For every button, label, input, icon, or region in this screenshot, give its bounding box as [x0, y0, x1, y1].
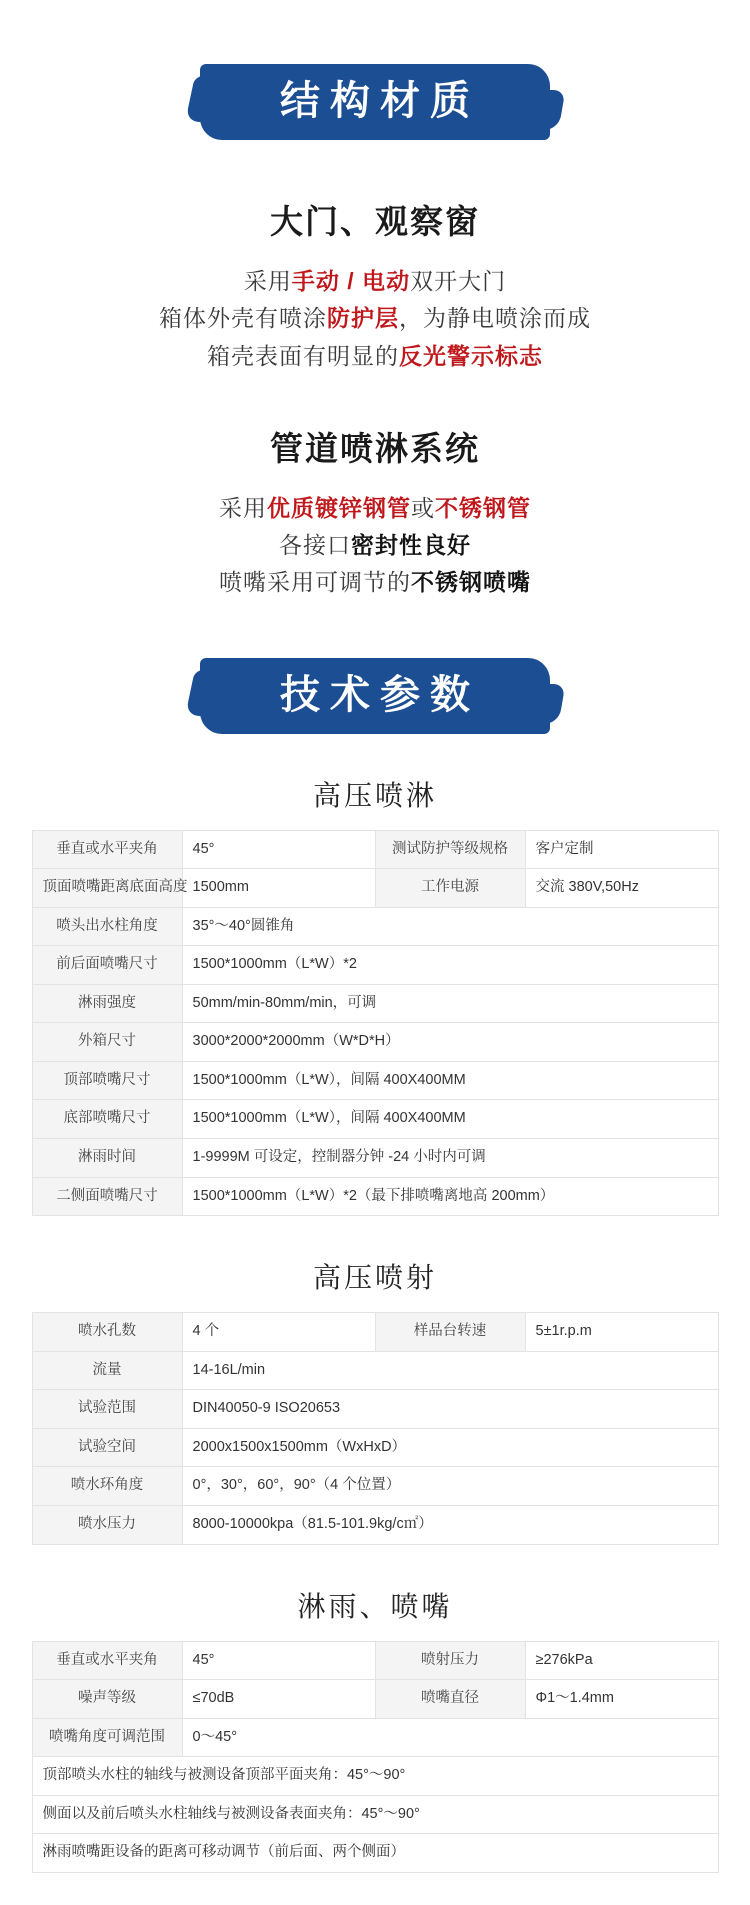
subtitle-door: 大门、观察窗 — [270, 203, 480, 240]
table-row — [32, 1834, 718, 1873]
pipe-line-2-pre: 各接口 — [279, 532, 351, 558]
row-value-2: Φ1～1.4mm — [525, 1680, 718, 1719]
row-value: 4 个 — [182, 1313, 375, 1352]
pipe-line-3-highlight: 不锈钢喷嘴 — [411, 569, 531, 596]
subtitle-pipe-system: 管道喷淋系统 — [270, 429, 480, 467]
row-label: 喷头出水柱角度 — [32, 907, 182, 946]
row-value: 8000-10000kpa（81.5-101.9kg/c㎡） — [182, 1505, 718, 1544]
pipe-line-1 — [0, 490, 750, 527]
door-line-1 — [0, 263, 750, 300]
row-value: 14-16L/min — [182, 1351, 718, 1390]
row-value: 45° — [182, 1641, 375, 1680]
door-line-1-post: 双开大门 — [410, 268, 507, 294]
pipe-line-1-pre: 采用 — [219, 494, 267, 521]
spacer-top — [0, 0, 750, 64]
door-line-2 — [0, 300, 750, 337]
table-row — [32, 1023, 718, 1062]
door-line-2-pre: 箱体外壳有喷涂 — [159, 305, 327, 332]
pipe-line-1-mid: 或 — [411, 494, 435, 521]
row-value: 1500*1000mm（L*W）*2（最下排喷嘴离地高 200mm） — [182, 1177, 718, 1216]
row-value-2: 交流 380V,50Hz — [525, 869, 718, 908]
spacer-t1-after — [0, 1216, 750, 1256]
table-row — [32, 907, 718, 946]
banner-label-structure: 结构材质 — [200, 64, 550, 140]
spacer-between-blocks — [0, 375, 750, 423]
row-label: 喷水环角度 — [32, 1467, 182, 1506]
row-label: 淋雨时间 — [32, 1139, 182, 1178]
spec-table-high-pressure-jet — [32, 1312, 719, 1544]
row-value-2: 5±1r.p.m — [525, 1313, 718, 1352]
row-value-2: 客户定制 — [525, 830, 718, 869]
pipe-line-1-highlight-2: 不锈钢管 — [435, 494, 531, 521]
row-note: 侧面以及前后喷头水柱轴线与被测设备表面夹角：45°～90° — [32, 1795, 718, 1834]
row-value: ≤70dB — [182, 1680, 375, 1719]
door-line-2-post: ，为静电喷涂而成 — [399, 305, 591, 332]
row-value: 0°，30°，60°，90°（4 个位置） — [182, 1467, 718, 1506]
door-line-1-highlight: 手动 / 电动 — [291, 268, 411, 294]
spec-table-rain-nozzle — [32, 1641, 719, 1873]
row-value: 3000*2000*2000mm（W*D*H） — [182, 1023, 718, 1062]
table-row — [32, 1795, 718, 1834]
table-row — [32, 830, 718, 869]
spacer-after-banner1 — [0, 140, 750, 196]
table-row — [32, 1061, 718, 1100]
row-label: 喷水压力 — [32, 1505, 182, 1544]
section-banner-structure — [0, 64, 750, 140]
pipe-line-3-pre: 喷嘴采用可调节的 — [219, 569, 411, 596]
pipe-line-2 — [0, 527, 750, 564]
row-value: 0～45° — [182, 1718, 718, 1757]
table-row — [32, 1641, 718, 1680]
row-label: 垂直或水平夹角 — [32, 830, 182, 869]
row-label: 噪声等级 — [32, 1680, 182, 1719]
row-value: 1-9999M 可设定，控制器分钟 -24 小时内可调 — [182, 1139, 718, 1178]
door-line-2-highlight: 防护层 — [327, 305, 399, 332]
row-label: 底部喷嘴尺寸 — [32, 1100, 182, 1139]
row-note: 顶部喷头水柱的轴线与被测设备顶部平面夹角：45°～90° — [32, 1757, 718, 1796]
table-row — [32, 1177, 718, 1216]
row-label: 试验范围 — [32, 1390, 182, 1429]
row-label: 前后面喷嘴尺寸 — [32, 946, 182, 985]
row-label: 顶面喷嘴距离底面高度 — [32, 869, 182, 908]
row-label: 喷嘴角度可调范围 — [32, 1718, 182, 1757]
spacer-door — [0, 243, 750, 263]
spacer-t2-after — [0, 1545, 750, 1585]
row-label: 二侧面喷嘴尺寸 — [32, 1177, 182, 1216]
spacer-pipe — [0, 470, 750, 490]
table-row — [32, 1100, 718, 1139]
row-label: 试验空间 — [32, 1428, 182, 1467]
row-value: 1500mm — [182, 869, 375, 908]
row-value: 45° — [182, 830, 375, 869]
door-line-3-pre: 箱壳表面有明显的 — [207, 342, 399, 369]
row-value: 1500*1000mm（L*W），间隔 400X400MM — [182, 1061, 718, 1100]
row-value: 35°～40°圆锥角 — [182, 907, 718, 946]
row-value: DIN40050-9 ISO20653 — [182, 1390, 718, 1429]
table-row — [32, 1467, 718, 1506]
table-row — [32, 1680, 718, 1719]
row-label: 垂直或水平夹角 — [32, 1641, 182, 1680]
row-label: 喷水孔数 — [32, 1313, 182, 1352]
row-label: 流量 — [32, 1351, 182, 1390]
table-title-high-pressure-spray: 高压喷淋 — [312, 779, 437, 811]
spacer-after-banner2 — [0, 734, 750, 774]
pipe-line-2-highlight: 密封性良好 — [351, 532, 471, 558]
table-row — [32, 946, 718, 985]
banner-outer-1 — [200, 64, 550, 140]
spacer-bottom — [0, 1873, 750, 1905]
row-label-2: 测试防护等级规格 — [375, 830, 525, 869]
section-banner-specs — [0, 658, 750, 734]
row-label: 淋雨强度 — [32, 984, 182, 1023]
row-label-2: 喷射压力 — [375, 1641, 525, 1680]
row-label-2: 喷嘴直径 — [375, 1680, 525, 1719]
table-row — [32, 1139, 718, 1178]
door-line-3-highlight: 反光警示标志 — [399, 342, 543, 369]
row-value: 50mm/min-80mm/min，可调 — [182, 984, 718, 1023]
banner-outer-2 — [200, 658, 550, 734]
row-label: 顶部喷嘴尺寸 — [32, 1061, 182, 1100]
table-row — [32, 1505, 718, 1544]
row-value: 1500*1000mm（L*W）*2 — [182, 946, 718, 985]
row-value: 1500*1000mm（L*W），间隔 400X400MM — [182, 1100, 718, 1139]
table-row — [32, 869, 718, 908]
table-row — [32, 984, 718, 1023]
row-note: 淋雨喷嘴距设备的距离可移动调节（前后面、两个侧面） — [32, 1834, 718, 1873]
table-row — [32, 1351, 718, 1390]
row-label-2: 工作电源 — [375, 869, 525, 908]
spacer-t1 — [0, 814, 750, 830]
door-line-3 — [0, 338, 750, 375]
row-value-2: ≥276kPa — [525, 1641, 718, 1680]
row-label-2: 样品台转速 — [375, 1313, 525, 1352]
table-row — [32, 1757, 718, 1796]
table-row — [32, 1390, 718, 1429]
table-row — [32, 1313, 718, 1352]
spacer-t3 — [0, 1625, 750, 1641]
spacer-before-banner2 — [0, 602, 750, 658]
spacer-t2 — [0, 1296, 750, 1312]
door-line-1-pre: 采用 — [243, 268, 292, 294]
row-value: 2000x1500x1500mm（WxHxD） — [182, 1428, 718, 1467]
row-label: 外箱尺寸 — [32, 1023, 182, 1062]
banner-label-specs: 技术参数 — [200, 658, 550, 734]
pipe-line-3 — [0, 564, 750, 601]
pipe-line-1-highlight: 优质镀锌钢管 — [267, 494, 411, 521]
table-row — [32, 1718, 718, 1757]
table-title-high-pressure-jet: 高压喷射 — [312, 1262, 437, 1294]
table-row — [32, 1428, 718, 1467]
table-title-rain-nozzle: 淋雨、喷嘴 — [297, 1590, 453, 1622]
spec-table-high-pressure-spray — [32, 830, 719, 1217]
